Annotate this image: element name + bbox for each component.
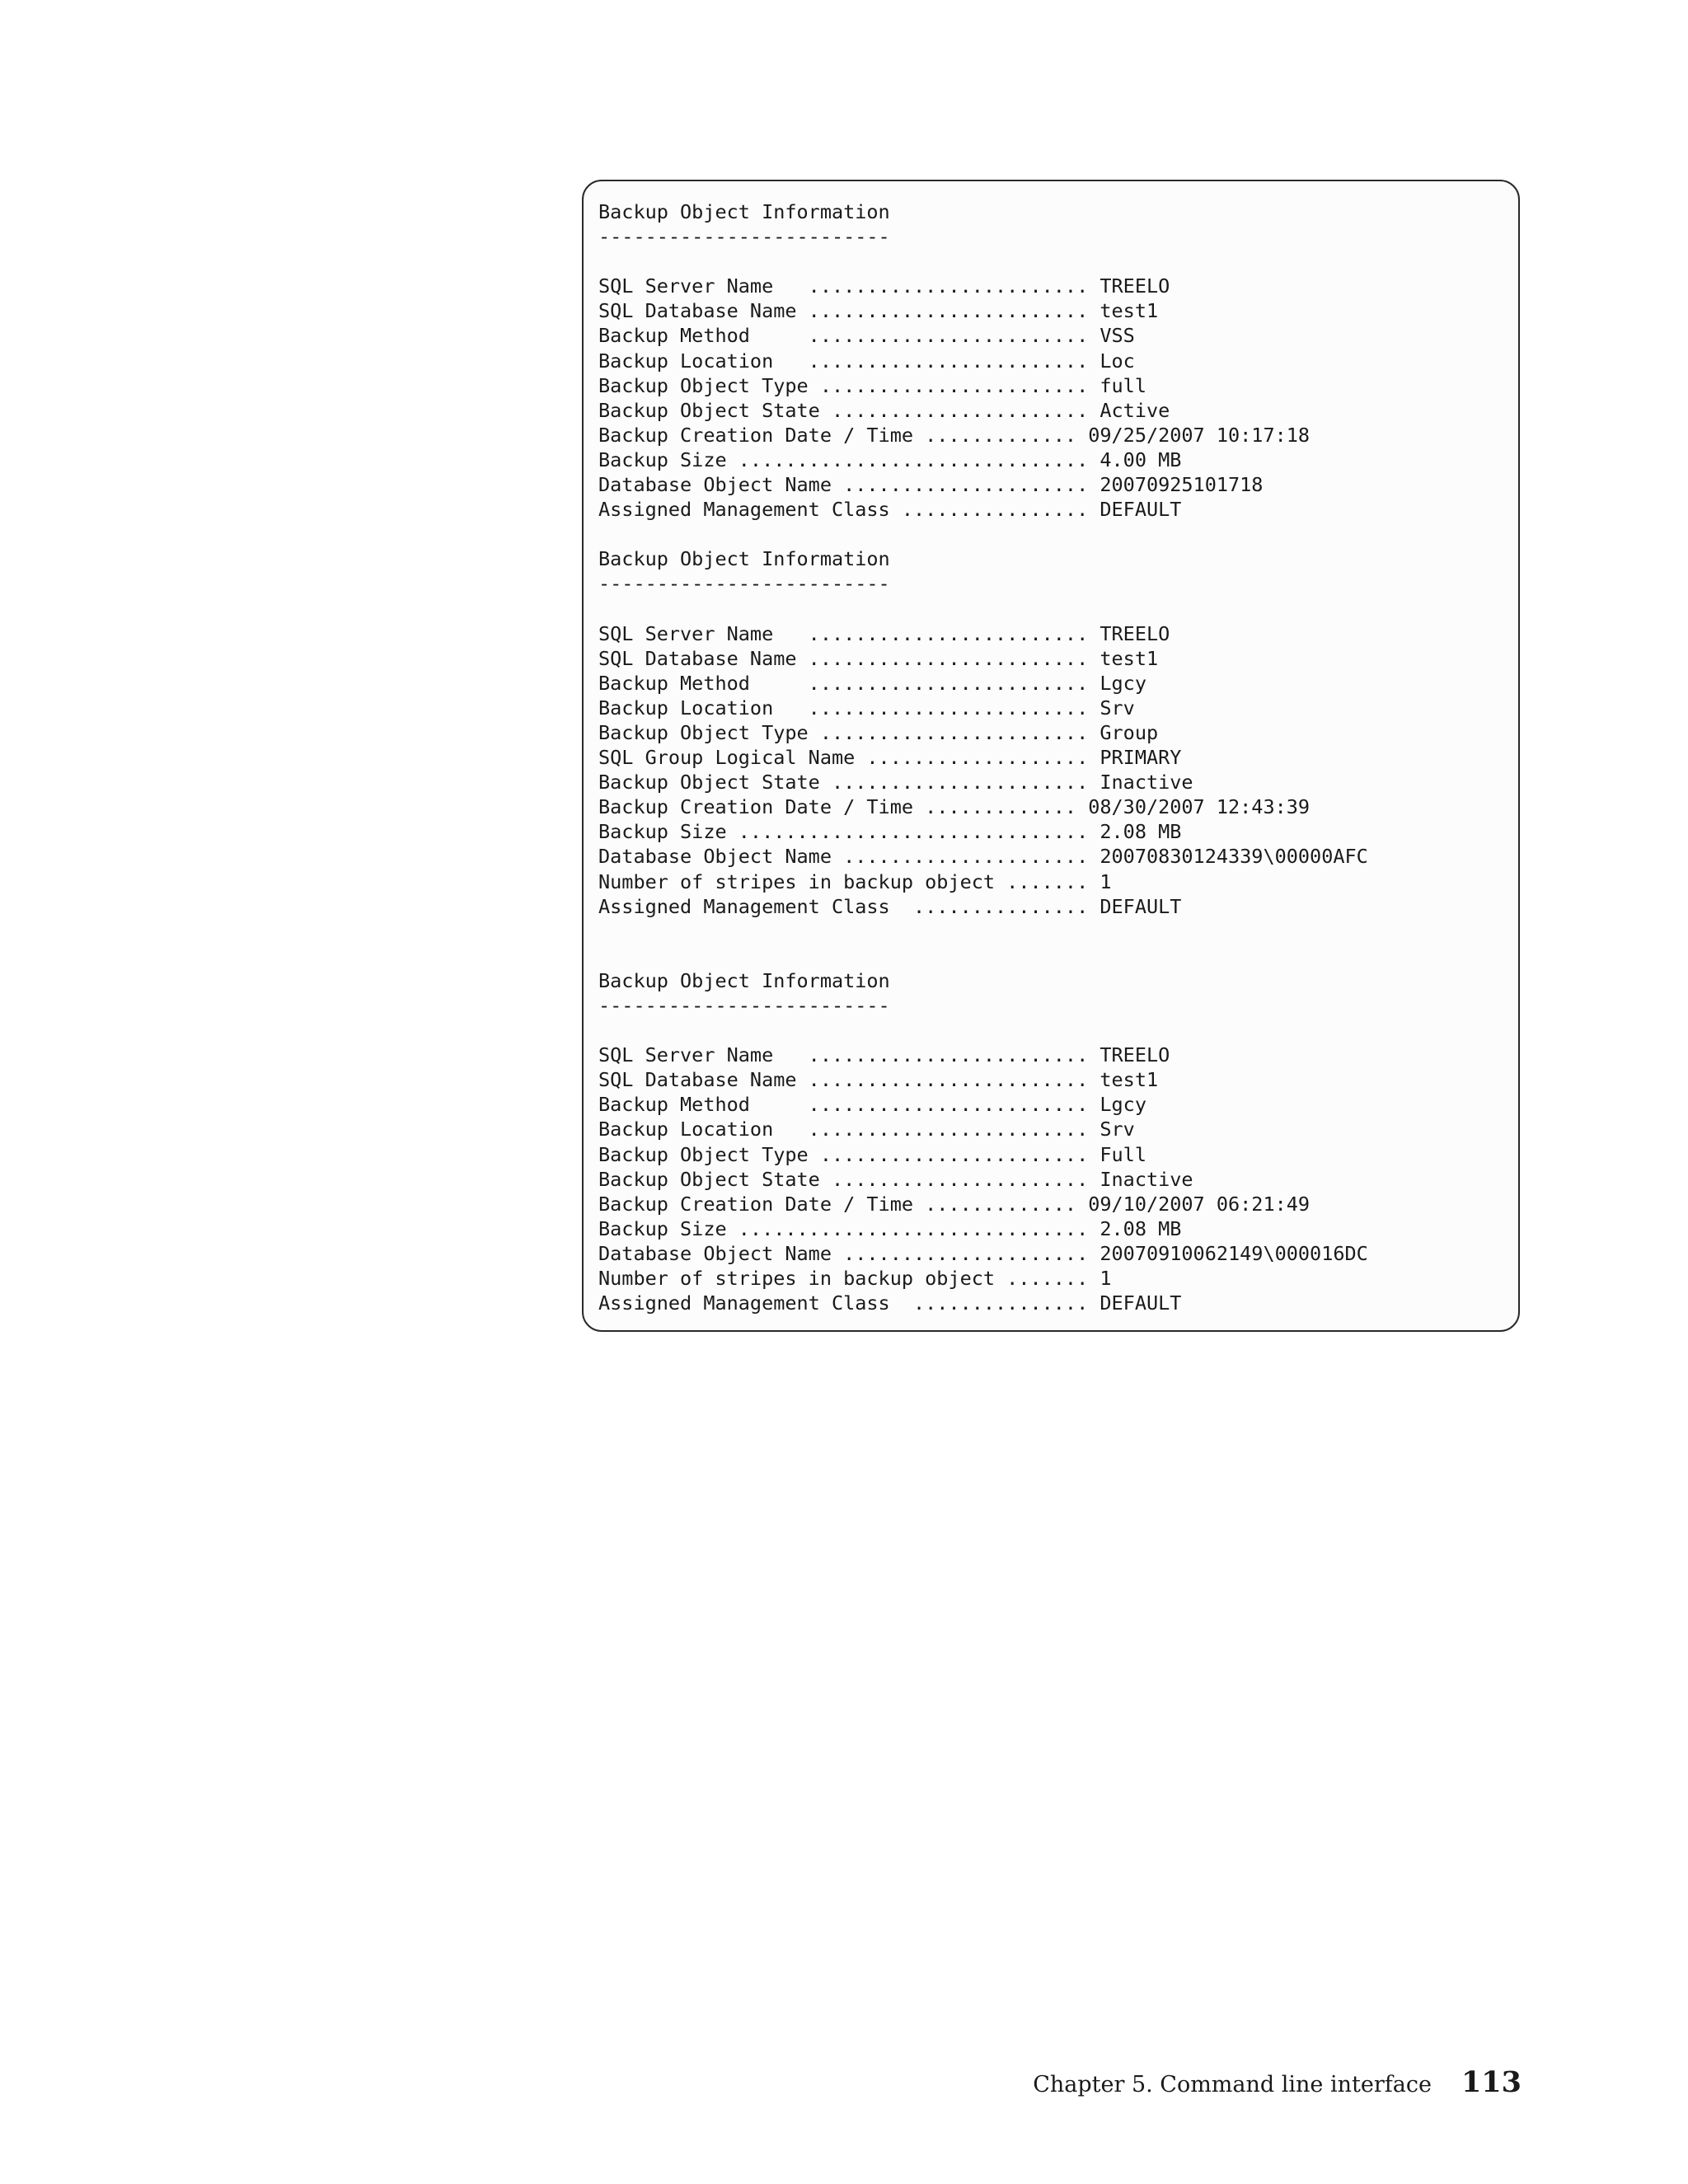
page-footer — [1033, 2065, 1522, 2099]
page-number: 113 — [1461, 2065, 1522, 2099]
backup-object-information-listing: Backup Object Information ------------------------- SQL Server Name ........................ TREELO SQL Database Name ........................ test1 Backup Method ........................ VSS Backup Location ........................ Loc Backup Object Type ....................... full Backup Object State ...................... Active Backup Creation Date / Time ............. 09/25/2007 10:17:18 Backup Size .............................. 4.00 MB Database Object Name ..................... 20070925101718 Assigned Management Class ................ DEFAULT Backup Object Information ------------------------- SQL Server Name ........................ TREELO SQL Database Name ........................ test1 Backup Method ........................ Lgcy Backup Location ........................ Srv Backup Object Type ....................... Group SQL Group Logical Name ................... PRIMARY Backup Object State ...................... Inactive Backup Creation Date / Time ............. 08/30/2007 12:43:39 Backup Size .............................. 2.08 MB Database Object Name ..................... 20070830124339\00000AFC Number of stripes in backup object ....... 1 Assigned Management Class ............... DEFAULT Backup Object Information ------------------------- SQL Server Name ........................ TREELO SQL Database Name ........................ test1 Backup Method ........................ Lgcy Backup Location ........................ Srv Backup Object Type ....................... Full Backup Object State ...................... Inactive Backup Creation Date / Time ............. 09/10/2007 06:21:49 Backup Size .............................. 2.08 MB Database Object Name ..................... 20070910062149\000016DC Number of stripes in backup object ....... 1 Assigned Management Class ............... DEFAULT — [598, 200, 1368, 1315]
code-example-box — [582, 180, 1520, 1332]
footer-chapter-title: Chapter 5. Command line interface — [1033, 2072, 1432, 2097]
